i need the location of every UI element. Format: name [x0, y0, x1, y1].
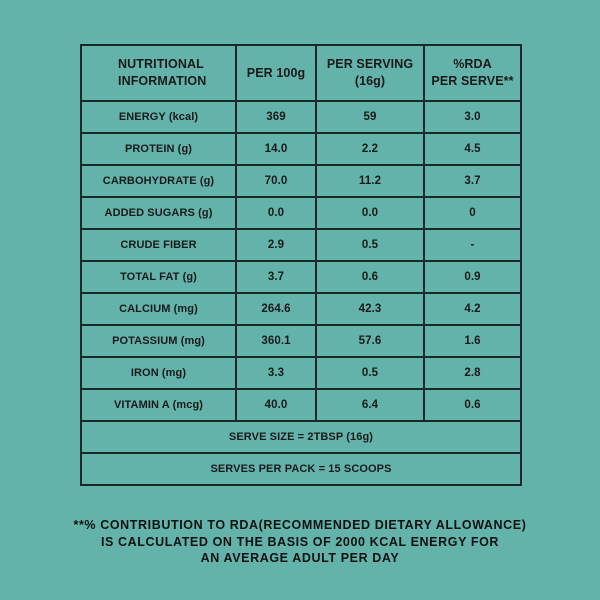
- row-label: CALCIUM (mg): [81, 293, 236, 325]
- row-label: PROTEIN (g): [81, 133, 236, 165]
- table-body: [81, 101, 521, 485]
- table-row: [81, 229, 521, 261]
- nutrition-table: [80, 44, 522, 486]
- row-per-serving: 11.2: [316, 165, 424, 197]
- table-row: [81, 389, 521, 421]
- table-row: [81, 325, 521, 357]
- table-row: [81, 357, 521, 389]
- row-label: TOTAL FAT (g): [81, 261, 236, 293]
- row-rda: -: [424, 229, 521, 261]
- row-per-100g: 70.0: [236, 165, 316, 197]
- table-row: [81, 197, 521, 229]
- footnote-line2: IS CALCULATED ON THE BASIS OF 2000 KCAL ENERGY FOR: [100, 534, 500, 549]
- row-rda: 1.6: [424, 325, 521, 357]
- row-per-100g: 2.9: [236, 229, 316, 261]
- table-row: [81, 293, 521, 325]
- row-per-serving: 0.5: [316, 357, 424, 389]
- row-per-100g: 360.1: [236, 325, 316, 357]
- header-per-100g: [236, 45, 316, 101]
- serve-size: SERVE SIZE = 2TBSP (16g): [81, 421, 521, 453]
- header-col4-line1: %RDA: [453, 57, 492, 71]
- rda-footnote: [40, 517, 560, 567]
- header-row: [81, 45, 521, 101]
- row-per-100g: 3.7: [236, 261, 316, 293]
- row-per-100g: 369: [236, 101, 316, 133]
- table-header: [81, 45, 521, 101]
- row-per-serving: 0.0: [316, 197, 424, 229]
- serve-size-row: [81, 421, 521, 453]
- row-rda: 0.9: [424, 261, 521, 293]
- row-per-serving: 6.4: [316, 389, 424, 421]
- row-label: POTASSIUM (mg): [81, 325, 236, 357]
- row-rda: 2.8: [424, 357, 521, 389]
- serves-per-pack: SERVES PER PACK = 15 SCOOPS: [81, 453, 521, 485]
- table-row: [81, 101, 521, 133]
- row-per-100g: 3.3: [236, 357, 316, 389]
- row-rda: 4.5: [424, 133, 521, 165]
- row-rda: 0.6: [424, 389, 521, 421]
- row-per-100g: 264.6: [236, 293, 316, 325]
- header-col1-line1: NUTRITIONAL: [118, 57, 204, 71]
- header-col3-line1: PER SERVING: [326, 57, 414, 71]
- row-per-100g: 0.0: [236, 197, 316, 229]
- row-label: VITAMIN A (mcg): [81, 389, 236, 421]
- row-per-serving: 2.2: [316, 133, 424, 165]
- row-per-serving: 59: [316, 101, 424, 133]
- row-label: CRUDE FIBER: [81, 229, 236, 261]
- row-per-serving: 57.6: [316, 325, 424, 357]
- header-col2: PER 100g: [246, 65, 306, 80]
- row-rda: 3.7: [424, 165, 521, 197]
- row-per-100g: 14.0: [236, 133, 316, 165]
- header-col4-line2: PER SERVE**: [431, 74, 514, 88]
- table-row: [81, 133, 521, 165]
- row-per-serving: 0.6: [316, 261, 424, 293]
- row-rda: 4.2: [424, 293, 521, 325]
- table-row: [81, 165, 521, 197]
- row-per-serving: 42.3: [316, 293, 424, 325]
- header-col3-line2: (16g): [354, 74, 386, 88]
- row-label: ENERGY (kcal): [81, 101, 236, 133]
- row-rda: 3.0: [424, 101, 521, 133]
- row-per-serving: 0.5: [316, 229, 424, 261]
- table-row: [81, 261, 521, 293]
- row-label: CARBOHYDRATE (g): [81, 165, 236, 197]
- header-rda-per-serve: [424, 45, 521, 101]
- header-col1-line2: INFORMATION: [118, 74, 207, 88]
- serves-per-pack-row: [81, 453, 521, 485]
- row-per-100g: 40.0: [236, 389, 316, 421]
- row-label: IRON (mg): [81, 357, 236, 389]
- row-rda: 0: [424, 197, 521, 229]
- footnote-line1: **% CONTRIBUTION TO RDA(RECOMMENDED DIETARY ALLOWANCE): [73, 518, 527, 532]
- row-label: ADDED SUGARS (g): [81, 197, 236, 229]
- footnote-line3: AN AVERAGE ADULT PER DAY: [200, 551, 400, 565]
- header-nutritional-information: [81, 45, 236, 101]
- header-per-serving: [316, 45, 424, 101]
